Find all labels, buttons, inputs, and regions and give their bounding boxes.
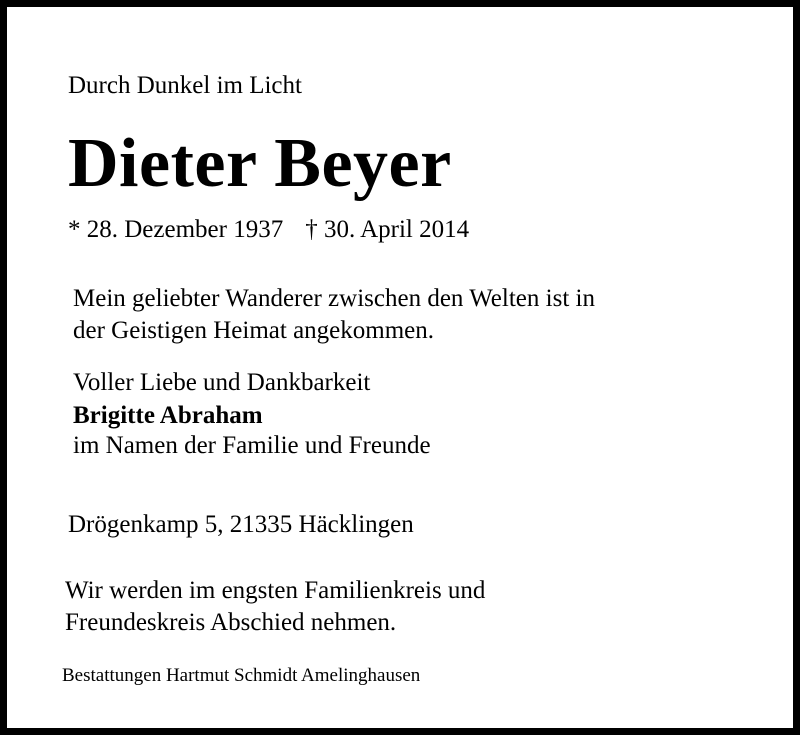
obituary-notice — [7, 7, 793, 728]
signature-intro: Voller Liebe und Dankbarkeit — [73, 369, 371, 396]
message-line: Mein geliebter Wanderer zwischen den Welten ist in — [73, 285, 595, 312]
signature-family: im Namen der Familie und Freunde — [73, 432, 431, 459]
farewell-line: Freundeskreis Abschied nehmen. — [65, 609, 397, 636]
farewell-line: Wir werden im engsten Familienkreis und — [65, 577, 486, 604]
death-date: † 30. April 2014 — [305, 216, 470, 243]
address: Drögenkamp 5, 21335 Häcklingen — [68, 511, 414, 538]
deceased-name: Dieter Beyer — [68, 125, 452, 202]
message-line: der Geistigen Heimat angekommen. — [73, 317, 434, 344]
farewell-note — [65, 575, 485, 639]
memorial-message — [73, 283, 595, 347]
undertaker: Bestattungen Hartmut Schmidt Amelinghausen — [62, 665, 421, 686]
motto: Durch Dunkel im Licht — [68, 72, 302, 99]
life-dates — [68, 217, 469, 242]
signature-name: Brigitte Abraham — [73, 402, 263, 429]
birth-date: * 28. Dezember 1937 — [68, 216, 284, 243]
